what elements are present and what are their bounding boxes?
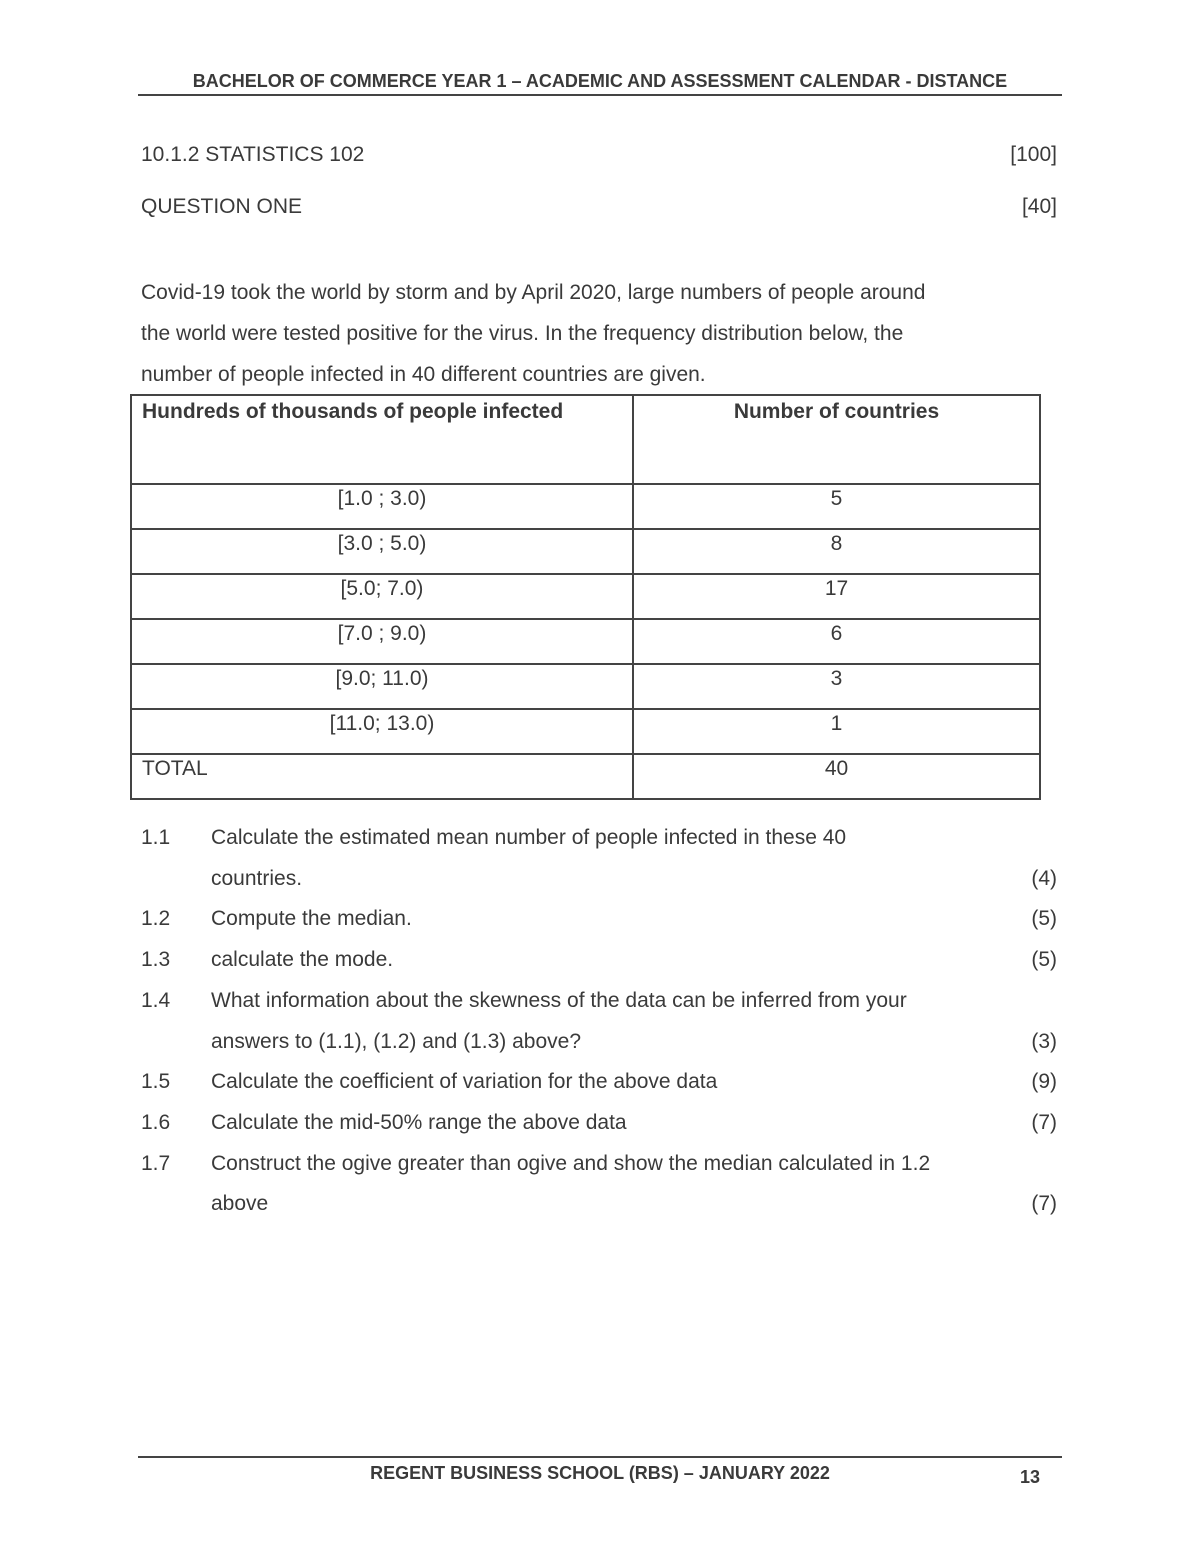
question-marks: (4) xyxy=(1031,866,1057,890)
table-row xyxy=(131,574,1040,619)
intro-line: number of people infected in 40 different countries are given. xyxy=(141,363,706,386)
table-header-cell: Number of countries xyxy=(633,395,1040,484)
question-marks: (7) xyxy=(1031,1192,1057,1216)
intro-line: the world were tested positive for the virus. In the frequency distribution below, the xyxy=(141,322,904,345)
question-number: 1.2 xyxy=(141,907,171,931)
table-cell-count: 5 xyxy=(633,484,1040,529)
question-marks: (3) xyxy=(1031,1029,1057,1053)
table-total-value: 40 xyxy=(633,754,1040,799)
question-text: What information about the skewness of the data can be inferred from your xyxy=(211,988,907,1012)
section-title: 10.1.2 STATISTICS 102 xyxy=(141,143,365,166)
table-row xyxy=(131,619,1040,664)
table-cell-count: 1 xyxy=(633,709,1040,754)
question-item xyxy=(141,1103,1057,1144)
table-cell-count: 17 xyxy=(633,574,1040,619)
question-text: calculate the mode. xyxy=(211,948,394,972)
question-title-row xyxy=(141,195,1057,219)
question-text: Calculate the mid-50% range the above data xyxy=(211,1110,627,1134)
table-cell-class: [5.0; 7.0) xyxy=(131,574,633,619)
question-marks: (5) xyxy=(1031,948,1057,972)
page-header: BACHELOR OF COMMERCE YEAR 1 – ACADEMIC AND ASSESSMENT CALENDAR - DISTANCE xyxy=(138,70,1062,96)
intro-paragraph xyxy=(141,272,1041,395)
table-cell-class: [9.0; 11.0) xyxy=(131,664,633,709)
table-cell-class: [3.0 ; 5.0) xyxy=(131,529,633,574)
table-header-cell: Hundreds of thousands of people infected xyxy=(131,395,633,484)
question-number: 1.3 xyxy=(141,948,171,972)
question-number: 1.1 xyxy=(141,826,171,849)
footer-divider xyxy=(138,1456,1062,1458)
section-title-row xyxy=(141,143,1057,167)
question-item xyxy=(141,899,1057,940)
question-marks: (7) xyxy=(1031,1110,1057,1134)
table-row xyxy=(131,709,1040,754)
table-row xyxy=(131,484,1040,529)
question-number: 1.7 xyxy=(141,1151,171,1175)
question-title: QUESTION ONE xyxy=(141,195,303,218)
table-cell-class: [1.0 ; 3.0) xyxy=(131,484,633,529)
question-text: answers to (1.1), (1.2) and (1.3) above? xyxy=(211,1029,582,1053)
question-text: Calculate the coefficient of variation for the above data xyxy=(211,1070,718,1094)
question-marks: (9) xyxy=(1031,1070,1057,1094)
table-row xyxy=(131,529,1040,574)
table-row xyxy=(131,664,1040,709)
table-cell-count: 3 xyxy=(633,664,1040,709)
question-marks: (5) xyxy=(1031,907,1057,931)
question-number: 1.5 xyxy=(141,1070,171,1094)
page-number: 13 xyxy=(1020,1467,1041,1487)
question-item xyxy=(141,981,1057,1062)
page-footer: REGENT BUSINESS SCHOOL (RBS) – JANUARY 2022 xyxy=(370,1463,830,1483)
question-marks: [40] xyxy=(1021,195,1057,218)
table-cell-class: [7.0 ; 9.0) xyxy=(131,619,633,664)
question-number: 1.6 xyxy=(141,1110,171,1134)
question-text: countries. xyxy=(211,866,303,890)
table-header-row xyxy=(131,395,1040,484)
question-item xyxy=(141,1062,1057,1103)
question-text: Construct the ogive greater than ogive and show the median calculated in 1.2 xyxy=(211,1151,931,1175)
table-cell-class: [11.0; 13.0) xyxy=(131,709,633,754)
table-cell-count: 6 xyxy=(633,619,1040,664)
question-text: above xyxy=(211,1192,269,1216)
intro-line: Covid-19 took the world by storm and by April 2020, large numbers of people around xyxy=(141,281,926,304)
section-marks: [100] xyxy=(1010,143,1057,166)
question-text: Calculate the estimated mean number of people infected in these 40 xyxy=(211,826,847,849)
table-total-row xyxy=(131,754,1040,799)
question-item xyxy=(141,818,1057,899)
question-number: 1.4 xyxy=(141,988,171,1012)
question-list xyxy=(141,818,1057,1225)
table-cell-count: 8 xyxy=(633,529,1040,574)
frequency-table xyxy=(130,394,1041,800)
question-item xyxy=(141,940,1057,981)
question-text: Compute the median. xyxy=(211,907,412,931)
table-total-label: TOTAL xyxy=(131,754,633,799)
question-item xyxy=(141,1144,1057,1225)
